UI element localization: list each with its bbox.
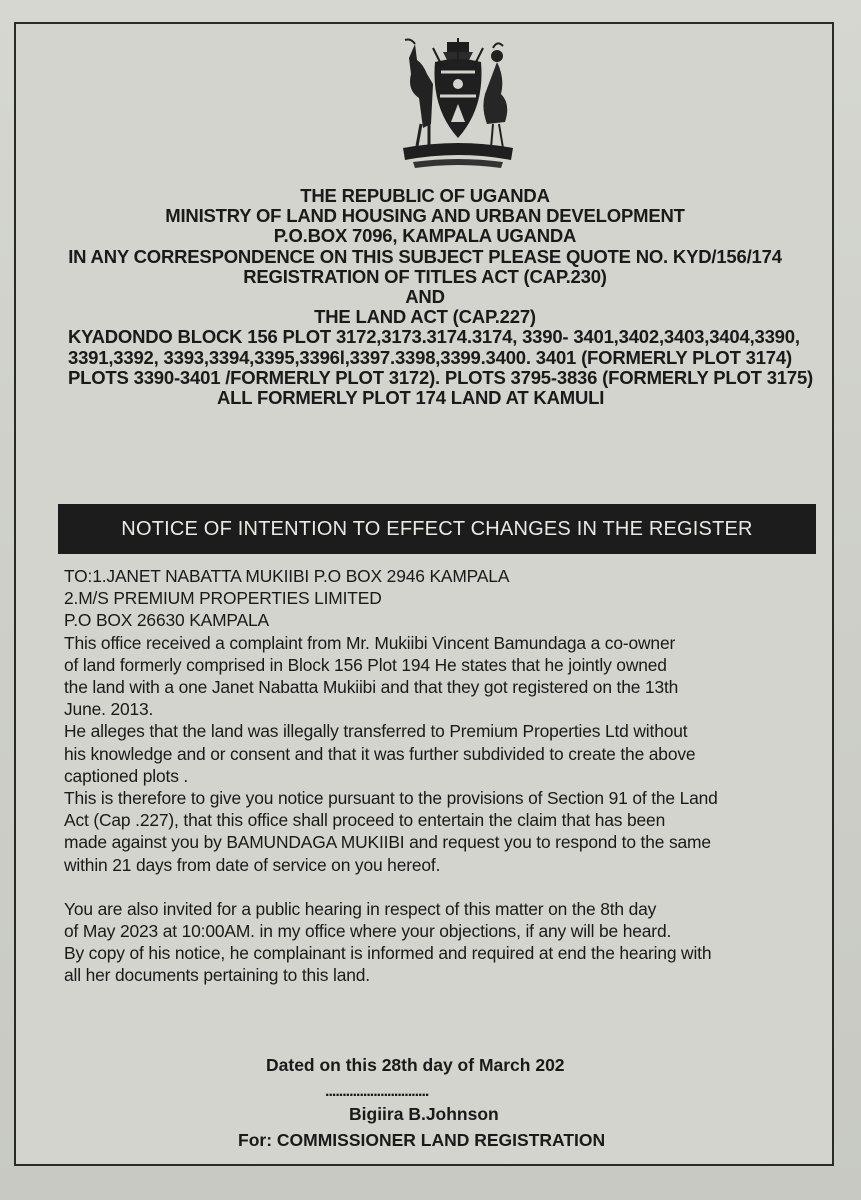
- act-registration-titles: REGISTRATION OF TITLES ACT (CAP.230): [243, 265, 607, 287]
- plots-line-1: KYADONDO BLOCK 156 PLOT 3172,3173.3174.3174, 3390- 3401,3402,3403,3404,3390,: [68, 326, 800, 348]
- body-line: This is therefore to give you notice pursuant to the provisions of Section 91 of the Land: [64, 788, 718, 809]
- signer-title: For: COMMISSIONER LAND REGISTRATION: [238, 1130, 606, 1150]
- signer-name: Bigiira B.Johnson: [349, 1104, 499, 1124]
- republic-title: THE REPUBLIC OF UGANDA: [300, 185, 550, 206]
- body-line: the land with a one Janet Nabatta Mukiibi and that they got registered on the 13th: [64, 677, 679, 698]
- body-line: This office received a complaint from Mr. Mukiibi Vincent Bamundaga a co-owner: [64, 632, 676, 653]
- ministry-title: MINISTRY OF LAND HOUSING AND URBAN DEVELOPMENT: [165, 205, 685, 227]
- body-line: June. 2013.: [64, 699, 154, 720]
- body-line: You are also invited for a public hearing in respect of this matter on the 8th day: [64, 898, 657, 919]
- plots-line-3: PLOTS 3390-3401 /FORMERLY PLOT 3172). PLOTS 3795-3836 (FORMERLY PLOT 3175): [68, 366, 814, 388]
- plots-line-4: ALL FORMERLY PLOT 174 LAND AT KAMULI: [217, 387, 605, 409]
- notice-header: [30, 186, 820, 408]
- body-line: He alleges that the land was illegally transferred to Premium Properties Ltd without: [64, 721, 688, 742]
- body-line: of May 2023 at 10:00AM. in my office where your objections, if any will be heard.: [64, 921, 672, 942]
- signature-dots: ..............................: [325, 1083, 429, 1100]
- body-line: all her documents pertaining to this land.: [64, 965, 370, 986]
- act-and: AND: [405, 286, 445, 308]
- paragraph-gap: [64, 876, 828, 898]
- notice-banner: NOTICE OF INTENTION TO EFFECT CHANGES IN THE REGISTER: [58, 504, 816, 554]
- body-line: captioned plots .: [64, 765, 189, 786]
- ministry-address: P.O.BOX 7096, KAMPALA UGANDA: [273, 225, 577, 247]
- body-line: 2.M/S PREMIUM PROPERTIES LIMITED: [64, 588, 382, 609]
- body-line: his knowledge and or consent and that it was further subdivided to create the above: [64, 743, 696, 764]
- plots-line-2: 3391,3392, 3393,3394,3395,3396l,3397.3398,3399.3400. 3401 (FORMERLY PLOT 3174): [68, 346, 792, 368]
- body-line: P.O BOX 26630 KAMPALA: [64, 610, 270, 631]
- notice-body: [64, 565, 828, 987]
- body-line: within 21 days from date of service on you hereof.: [64, 854, 441, 875]
- reference-number: IN ANY CORRESPONDENCE ON THIS SUBJECT PLEASE QUOTE NO. KYD/156/174: [68, 245, 782, 267]
- body-line: Act (Cap .227), that this office shall proceed to entertain the claim that has been: [64, 810, 666, 831]
- dated-line: Dated on this 28th day of March 202: [266, 1055, 565, 1075]
- body-line: By copy of his notice, he complainant is informed and required at end the hearing with: [64, 943, 712, 964]
- act-land: THE LAND ACT (CAP.227): [314, 306, 536, 328]
- coat-of-arms-icon: [393, 38, 523, 170]
- body-line: of land formerly comprised in Block 156 Plot 194 He states that he jointly owned: [64, 654, 667, 675]
- body-line: made against you by BAMUNDAGA MUKIIBI and request you to respond to the same: [64, 832, 711, 853]
- body-line: TO:1.JANET NABATTA MUKIIBI P.O BOX 2946 KAMPALA: [64, 566, 510, 586]
